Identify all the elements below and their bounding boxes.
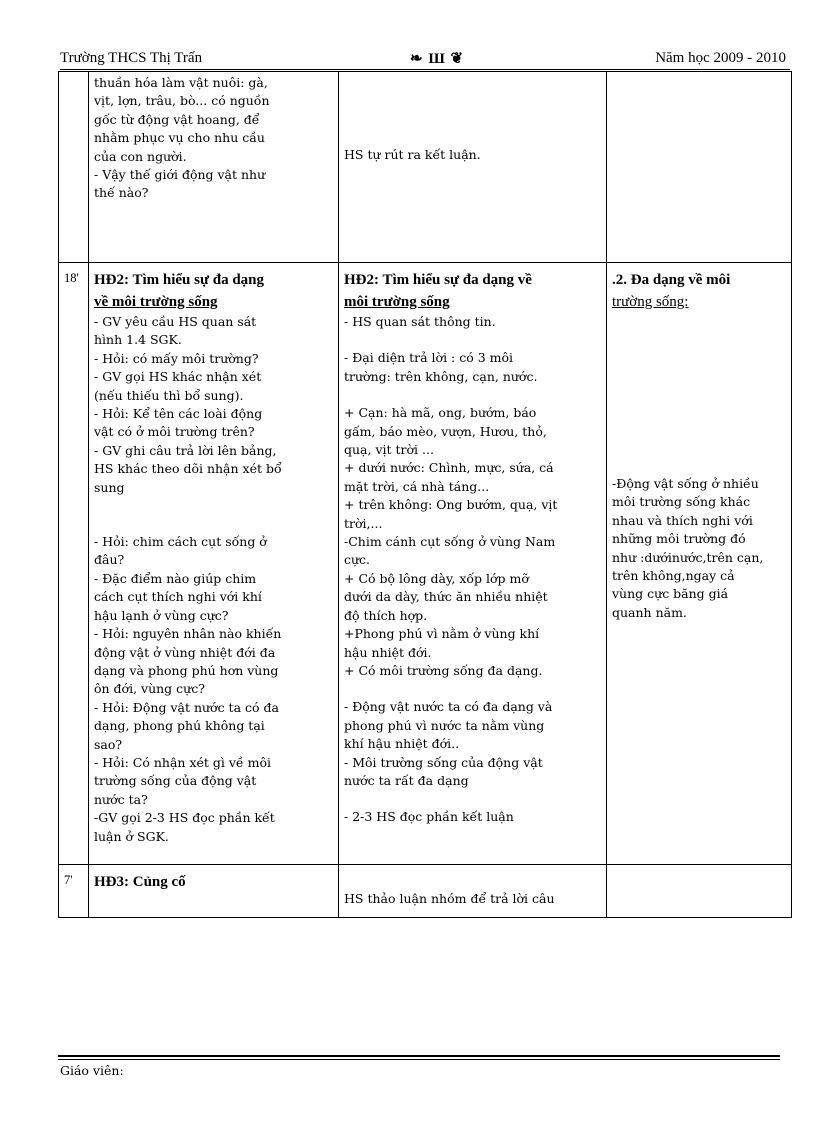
student-line: dưới da dày, thức ăn nhiều nhiệt <box>344 589 548 605</box>
student-line: nước ta rất đa dạng <box>344 772 469 788</box>
teacher-line: vịt, lợn, trâu, bò... có nguồn <box>94 93 270 109</box>
notes-line: trên không,ngay cả <box>612 568 735 584</box>
student-line: trường: trên không, cạn, nước. <box>344 368 538 384</box>
teacher-line: - Hỏi: chim cách cụt sống ở <box>94 534 267 550</box>
notes-cell <box>607 263 792 865</box>
notes-line: môi trường sống khác <box>612 494 751 510</box>
activity-heading: môi trường sống <box>344 294 450 310</box>
notes-cell <box>607 864 792 917</box>
teacher-line: - Hỏi: nguyên nhân nào khiến <box>94 626 282 642</box>
student-line: độ thích hợp. <box>344 607 428 623</box>
student-cell <box>339 263 607 865</box>
teacher-line: - Đặc điểm nào giúp chim <box>94 570 257 586</box>
student-line: + dưới nước: Chình, mực, sứa, cá <box>344 460 554 476</box>
notes-line: quanh năm. <box>612 604 687 620</box>
teacher-cell <box>89 72 339 263</box>
footer-teacher-label: Giáo viên: <box>60 1063 124 1078</box>
notes-heading: .2. Đa dạng về môi <box>612 272 731 288</box>
time-cell: 18' <box>59 263 89 865</box>
teacher-line: thuần hóa làm vật nuôi: gà, <box>94 75 268 90</box>
teacher-line: động vật ở vùng nhiệt đới đa <box>94 644 276 660</box>
teacher-line: - GV ghi câu trả lời lên bảng, <box>94 442 277 458</box>
student-line: hậu nhiệt đới. <box>344 644 432 660</box>
notes-line: những môi trường đó <box>612 531 746 547</box>
student-line: + Có môi trường sống đa dạng. <box>344 662 543 678</box>
student-line: mặt trời, cá nhà táng... <box>344 478 490 494</box>
student-line: trời,... <box>344 515 383 531</box>
time-cell <box>59 72 89 263</box>
notes-cell <box>607 72 792 263</box>
student-line: + Có bộ lông dày, xốp lớp mỡ <box>344 570 529 586</box>
teacher-line: đâu? <box>94 552 125 568</box>
student-line: - 2-3 HS đọc phần kết luận <box>344 809 514 825</box>
teacher-line: -GV gọi 2-3 HS đọc phần kết <box>94 810 275 826</box>
notes-line: như :dướinước,trên cạn, <box>612 549 764 565</box>
student-line: -Chim cánh cụt sống ở vùng Nam <box>344 534 556 550</box>
student-line: quạ, vịt trời ... <box>344 442 434 458</box>
teacher-line: sao? <box>94 736 123 752</box>
notes-line: vùng cực băng giá <box>612 586 729 602</box>
teacher-line: ôn đới, vùng cực? <box>94 681 205 697</box>
teacher-line: - Hỏi: có mấy môi trường? <box>94 350 259 366</box>
header-rule <box>60 69 790 70</box>
teacher-line: vật có ở môi trường trên? <box>94 424 255 440</box>
teacher-line: - GV gọi HS khác nhận xét <box>94 369 262 385</box>
activity-heading: HĐ2: Tìm hiểu sự đa dạng về <box>344 272 532 288</box>
activity-heading: HĐ3: Củng cố <box>94 873 186 890</box>
activity-heading <box>94 269 333 291</box>
student-line: + trên không: Ong bướm, quạ, vịt <box>344 497 558 513</box>
table-row <box>59 864 792 917</box>
teacher-line: của con người. <box>94 148 187 164</box>
student-cell <box>339 864 607 917</box>
student-line: + Cạn: hà mã, ong, bướm, báo <box>344 405 537 421</box>
school-name: Trường THCS Thị Trấn <box>60 50 203 66</box>
teacher-cell <box>89 864 339 917</box>
student-line: +Phong phú vì nằm ở vùng khí <box>344 626 540 642</box>
student-line: khí hậu nhiệt đới.. <box>344 736 460 752</box>
student-line: gấm, báo mèo, vượn, Hươu, thỏ, <box>344 423 547 439</box>
teacher-line: HS khác theo dõi nhận xét bổ <box>94 461 282 477</box>
teacher-line: nước ta? <box>94 791 148 807</box>
teacher-line: - Hỏi: Kể tên các loài động <box>94 406 263 422</box>
footer-rule <box>58 1055 780 1057</box>
teacher-line: dạng và phong phú hơn vùng <box>94 662 279 678</box>
teacher-line: hậu lạnh ở vùng cực? <box>94 607 229 623</box>
teacher-line: (nếu thiếu thì bổ sung). <box>94 387 244 403</box>
student-line: - HS quan sát thông tin. <box>344 314 496 329</box>
student-line: - Môi trường sống của động vật <box>344 754 543 770</box>
lesson-table <box>58 71 792 918</box>
teacher-line: nhằm phục vụ cho nhu cầu <box>94 130 265 146</box>
teacher-line: sung <box>94 479 125 495</box>
activity-heading: về môi trường sống <box>94 294 218 310</box>
header-ornament: ❧ Ш ❦ <box>410 51 465 67</box>
teacher-line: dạng, phong phú không tại <box>94 718 265 734</box>
teacher-line: hình 1.4 SGK. <box>94 332 182 348</box>
student-line: HS tự rút ra kết luận. <box>344 147 481 162</box>
footer-rule <box>58 1059 780 1060</box>
student-line: phong phú vì nước ta nằm vùng <box>344 717 545 733</box>
notes-line: nhau và thích nghi với <box>612 512 753 528</box>
student-cell <box>339 72 607 263</box>
student-line: cực. <box>344 552 371 568</box>
table-row <box>59 263 792 865</box>
teacher-line: - GV yêu cầu HS quan sát <box>94 314 257 329</box>
student-line: - Đại diện trả lời : có 3 môi <box>344 350 514 366</box>
student-line: HS thảo luận nhóm để trả lời câu <box>344 890 555 906</box>
activity-heading-text: HĐ2: Tìm hiểu sự đa dạng <box>94 272 265 288</box>
teacher-line: cách cụt thích nghi với khí <box>94 589 262 605</box>
teacher-line: trường sống của động vật <box>94 773 257 789</box>
time-cell: 7' <box>59 864 89 917</box>
table-row <box>59 72 792 263</box>
teacher-line: - Hỏi: Động vật nước ta có đa <box>94 699 279 715</box>
notes-line: -Động vật sống ở nhiều <box>612 476 759 491</box>
teacher-line: luận ở SGK. <box>94 828 169 844</box>
school-year: Năm học 2009 - 2010 <box>655 50 786 66</box>
student-line: - Động vật nước ta có đa dạng và <box>344 699 553 715</box>
teacher-line: gốc từ động vật hoang, để <box>94 111 260 127</box>
notes-heading: trường sống: <box>612 294 689 310</box>
teacher-line: thế nào? <box>94 185 149 201</box>
teacher-line: - Vậy thế giới động vật như <box>94 167 266 183</box>
teacher-cell <box>89 263 339 865</box>
teacher-line: - Hỏi: Có nhận xét gì về môi <box>94 754 271 770</box>
